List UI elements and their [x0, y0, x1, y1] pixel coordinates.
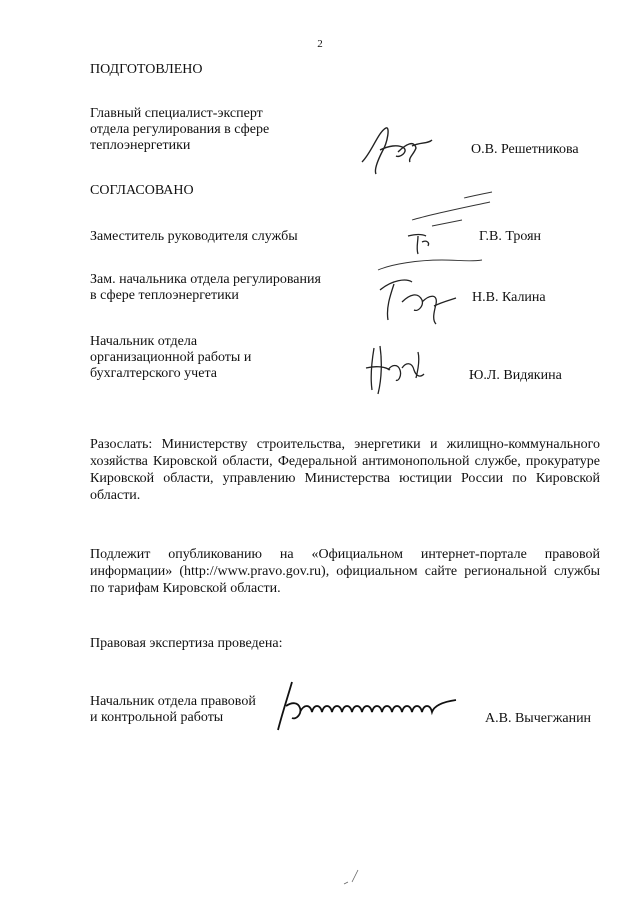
signature-vidyakina	[360, 340, 440, 400]
scan-mark	[340, 868, 364, 888]
position-line: теплоэнергетики	[90, 138, 191, 153]
position-line: Зам. начальника отдела регулирования	[90, 272, 321, 287]
position-line: и контрольной работы	[90, 710, 224, 725]
signatory-name: Г.В. Троян	[479, 229, 542, 244]
signature-reshetnikova	[352, 122, 442, 180]
signatory-name: Ю.Л. Видякина	[469, 368, 562, 383]
position-line: Начальник отдела	[90, 334, 198, 349]
prepared-heading: ПОДГОТОВЛЕНО	[90, 62, 203, 77]
page-number: 2	[317, 38, 323, 50]
legal-review-note: Правовая экспертиза проведена:	[90, 636, 283, 651]
publication-note: Подлежит опубликованию на «Официальном интернет-портале правовой информации» (http://www.pravo.gov.ru), официальном сайте региональной службы по тарифам Кировской области.	[90, 547, 600, 596]
position-line: Начальник отдела правовой	[90, 694, 256, 709]
position-line: Главный специалист-эксперт	[90, 106, 263, 121]
position-line: отдела регулирования в сфере	[90, 122, 270, 137]
signatory-name: А.В. Вычегжанин	[485, 711, 592, 726]
signatory-name: О.В. Решетникова	[471, 142, 579, 157]
signature-vychegzhanin	[270, 676, 470, 736]
agreed-heading: СОГЛАСОВАНО	[90, 183, 194, 198]
position-line: организационной работы и	[90, 350, 252, 365]
signatory-name: Н.В. Калина	[472, 290, 546, 305]
signature-kalina	[372, 272, 462, 328]
distribution-list: Разослать: Министерству строительства, энергетики и жилищно-коммунального хозяйства Кировской области, Федеральной антимонопольной службе, прокуратуре Кировской области, управлению Министерства юстиции России по Кировской области.	[90, 437, 600, 503]
position-line: бухгалтерского учета	[90, 366, 217, 381]
position-line: Заместитель руководителя службы	[90, 229, 298, 244]
position-line: в сфере теплоэнергетики	[90, 288, 239, 303]
